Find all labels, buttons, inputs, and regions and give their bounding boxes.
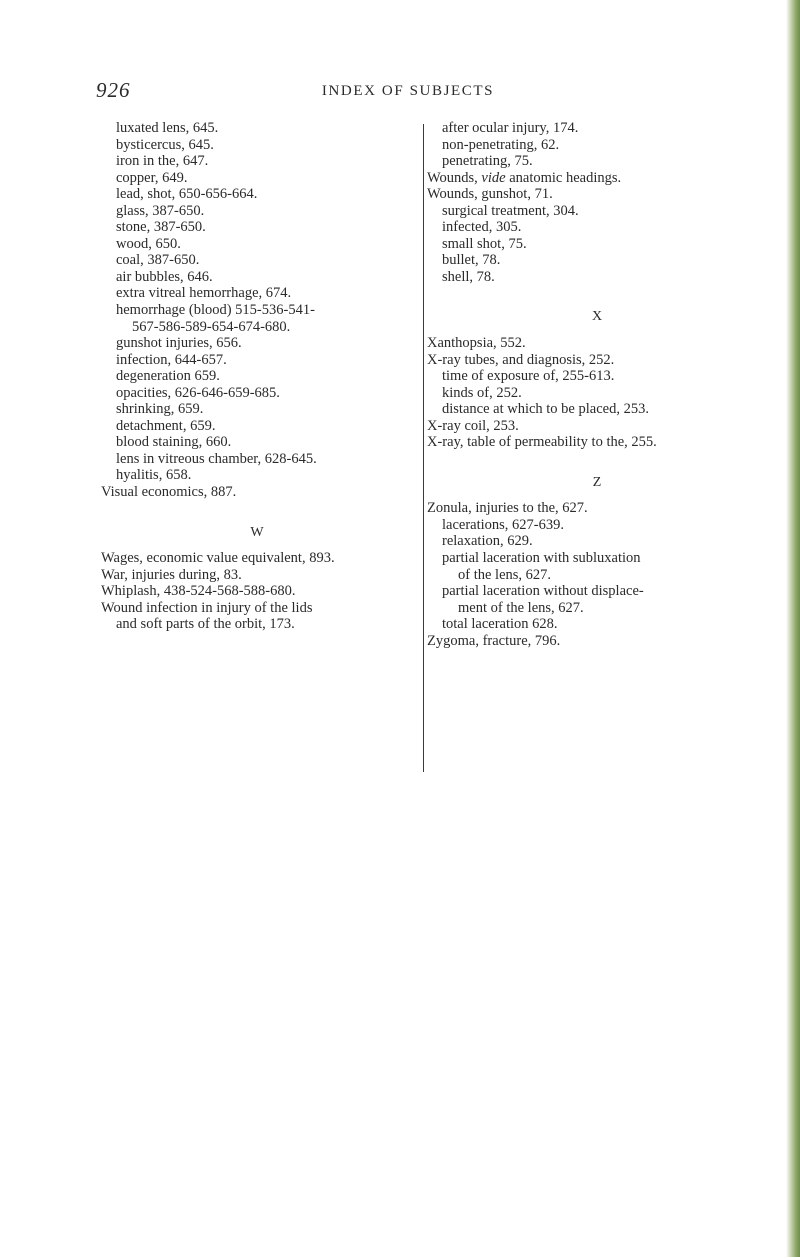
right-column	[427, 120, 767, 649]
index-entry: 567-586-589-654-674-680.	[132, 318, 291, 335]
index-entry: copper, 649.	[116, 169, 188, 186]
index-entry: Visual economics, 887.	[101, 484, 237, 501]
index-entry: Wound infection in injury of the lids	[101, 599, 313, 616]
index-entry: bysticercus, 645.	[116, 136, 214, 153]
index-entry: stone, 387-650.	[116, 219, 206, 236]
index-entry: relaxation, 629.	[442, 533, 533, 550]
index-entry: X-ray, table of permeability to the, 255.	[427, 434, 657, 451]
section-letter-w: W	[250, 524, 264, 540]
index-entry: air bubbles, 646.	[116, 268, 213, 285]
index-entry: lacerations, 627-639.	[442, 516, 565, 533]
index-entry: wood, 650.	[116, 235, 181, 252]
index-entry: Zonula, injuries to the, 627.	[427, 500, 588, 517]
section-letter-z: Z	[592, 474, 602, 490]
index-entry: iron in the, 647.	[116, 153, 209, 170]
index-entry: surgical treatment, 304.	[442, 202, 579, 219]
x-entries	[427, 335, 767, 451]
index-entry: small shot, 75.	[442, 235, 527, 252]
index-entry: partial laceration with subluxation	[442, 550, 641, 567]
w-entries	[101, 550, 413, 633]
index-entry: Whiplash, 438-524-568-588-680.	[101, 583, 296, 600]
index-entry: of the lens, 627.	[458, 566, 552, 583]
section-letter-x: X	[591, 309, 603, 325]
running-head: INDEX OF SUBJECTS	[321, 83, 495, 99]
index-entry: Xanthopsia, 552.	[427, 335, 526, 352]
index-entry: X-ray coil, 253.	[427, 417, 519, 434]
index-entry: Wounds, gunshot, 71.	[427, 186, 553, 203]
index-entry: partial laceration without displace-	[442, 583, 644, 600]
index-entry: luxated lens, 645.	[116, 120, 219, 136]
index-entry: Zygoma, fracture, 796.	[427, 632, 561, 649]
index-entry: hyalitis, 658.	[116, 467, 192, 484]
index-entry: War, injuries during, 83.	[101, 566, 242, 583]
index-entry: gunshot injuries, 656.	[116, 335, 242, 352]
index-entry: hemorrhage (blood) 515-536-541-	[116, 302, 315, 319]
index-entry: Wages, economic value equivalent, 893.	[101, 550, 335, 567]
index-entry: total laceration 628.	[442, 616, 558, 633]
index-entry: ment of the lens, 627.	[458, 599, 584, 616]
index-entry: degeneration 659.	[116, 368, 220, 385]
right-entries	[427, 120, 767, 285]
index-entry: shrinking, 659.	[116, 401, 204, 418]
page-header	[96, 78, 700, 102]
page-edge-decoration	[786, 0, 800, 1257]
page-number: 926	[96, 78, 131, 102]
index-entry: time of exposure of, 255-613.	[442, 368, 615, 385]
index-entry: lens in vitreous chamber, 628-645.	[116, 450, 317, 467]
index-entry: lead, shot, 650-656-664.	[116, 186, 258, 203]
index-entry: blood staining, 660.	[116, 434, 232, 451]
index-entry: shell, 78.	[442, 268, 495, 285]
index-entry: infection, 644-657.	[116, 351, 227, 368]
index-entry: distance at which to be placed, 253.	[442, 401, 649, 418]
index-entry: after ocular injury, 174.	[442, 120, 579, 136]
index-entry: infected, 305.	[442, 219, 522, 236]
index-entry: glass, 387-650.	[116, 202, 205, 219]
index-entry: bullet, 78.	[442, 252, 501, 269]
index-entry: coal, 387-650.	[116, 252, 200, 269]
index-entry: extra vitreal hemorrhage, 674.	[116, 285, 292, 302]
z-entries	[427, 500, 767, 649]
index-entry: detachment, 659.	[116, 417, 216, 434]
index-entry: kinds of, 252.	[442, 384, 522, 401]
left-entries	[101, 120, 413, 501]
index-entry: non-penetrating, 62.	[442, 136, 560, 153]
left-column	[101, 120, 413, 633]
index-entry: opacities, 626-646-659-685.	[116, 384, 280, 401]
index-entry: penetrating, 75.	[442, 153, 533, 170]
index-entry: and soft parts of the orbit, 173.	[116, 616, 295, 633]
column-divider	[423, 124, 424, 772]
index-entry: Wounds, vide anatomic headings.	[427, 169, 622, 186]
index-entry: X-ray tubes, and diagnosis, 252.	[427, 351, 615, 368]
